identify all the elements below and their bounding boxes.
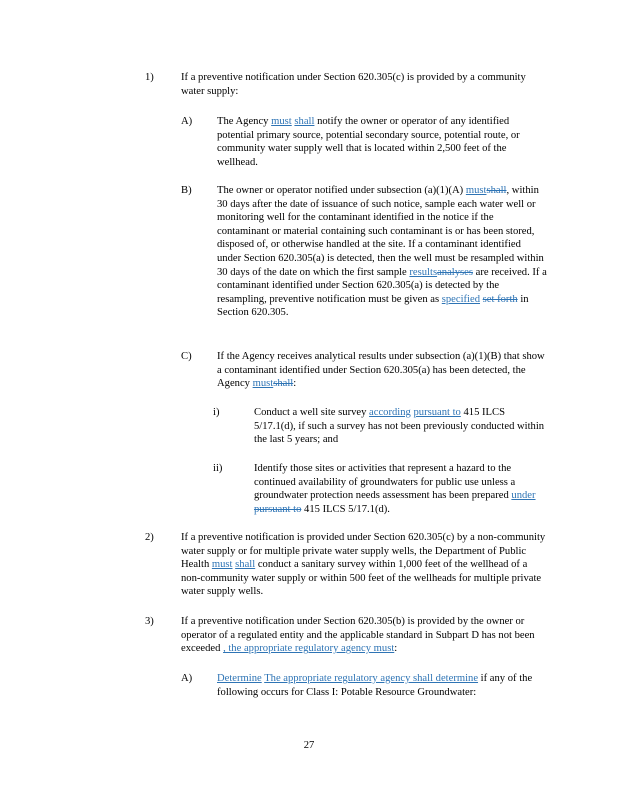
body-text: conduct a sanitary survey within 1,000 feet of the wellhead of a non-community water supply or within 500 feet of the wellheads for multiple private water supply wells. (181, 559, 542, 598)
paragraph-3 (145, 615, 546, 656)
paragraph-1-B (181, 184, 547, 320)
deleted-text: shall (486, 185, 507, 196)
body-text: , within 30 days after the date of issuance of such notice, sample each water well or monitoring well for the contaminant identified in the notice if the contaminant or material containing such contaminant is or has been stored, disposed of, or otherwise handled at the site. If a contaminant identified under Section 620.305(a) is detected, then the well must be resampled within 30 days of the date on which the first sample (217, 185, 544, 278)
inserted-text: must (465, 185, 487, 196)
paragraph-2 (145, 531, 546, 599)
inserted-text: shall (294, 116, 315, 127)
inserted-text: results (409, 266, 438, 278)
inserted-text: shall (235, 559, 256, 571)
paragraph-1-A (181, 115, 547, 169)
body-text: If a preventive notification under Section 620.305(c) is provided by a community water supply: (181, 72, 526, 97)
inserted-text: under (511, 490, 536, 502)
paragraph-1-C-i (213, 406, 546, 447)
paragraph-1 (145, 71, 546, 98)
body-text: 415 ILCS 5/17.1(d). (301, 503, 390, 515)
body-text: If a preventive notification under Section 620.305(b) is provided by the owner or operator of a regulated entity and the applicable standard in Subpart D has not been exceeded (181, 616, 535, 655)
body-text: 415 ILCS 5/17.1(d), if such a survey has not been previously conducted within the last 5 years; and (254, 407, 545, 446)
inserted-text: specified (441, 293, 481, 305)
body-text: Identify those sites or activities that represent a hazard to the continued availability of groundwaters for public use unless a groundwater protection needs assessment has been prepared (254, 463, 516, 502)
deleted-text: analyses (437, 266, 473, 278)
inserted-text: must (271, 116, 292, 127)
item-number: 1) (145, 72, 154, 83)
body-text: If the Agency receives analytical results under subsection (a)(1)(B) that show a contaminant identified under Section 620.305(a) has been detected, the Agency (217, 351, 545, 390)
item-number: B) (181, 185, 192, 196)
paragraph-3-A (181, 672, 547, 699)
deleted-text: set forth (482, 293, 518, 305)
body-text: notify the owner or operator of any identified potential primary source, potential secondary source, potential route, or community water supply well that is located within 2,500 feet of the wellhead. (217, 116, 520, 168)
inserted-text: , the appropriate regulatory agency must (223, 643, 395, 655)
body-text: are received. If a contaminant identified under Section 620.305(a) is detected by the resampling, preventive notification must be given as (217, 266, 547, 305)
deleted-text: pursuant to (254, 503, 302, 515)
item-number: i) (213, 407, 220, 418)
inserted-text: must (252, 378, 274, 390)
body-text: The owner or operator notified under subsection (a)(1)(A) (217, 185, 466, 196)
body-text: : (293, 378, 297, 390)
item-number: A) (181, 116, 193, 127)
body-text: If a preventive notification is provided under Section 620.305(c) by a non-community water supply or for multiple private water supply wells, the Department of Public Health (181, 532, 546, 571)
body-text: : (394, 643, 398, 655)
paragraph-1-C (181, 350, 547, 391)
inserted-text: pursuant to (413, 407, 461, 418)
paragraph-1-C-ii (213, 462, 546, 516)
page-number: 27 (303, 740, 315, 751)
inserted-text: Determine (217, 673, 262, 684)
inserted-text: must (211, 559, 233, 571)
item-number: 3) (145, 616, 154, 627)
body-text: if any of the following occurs for Class I: Potable Resource Groundwater: (217, 673, 533, 698)
item-number: ii) (213, 463, 223, 474)
body-text: Conduct a well site survey (254, 407, 370, 418)
item-number: C) (181, 351, 192, 362)
inserted-text: according (369, 407, 411, 418)
item-number: A) (181, 673, 193, 684)
inserted-text: The appropriate regulatory agency shall determine (264, 673, 479, 684)
deleted-text: shall (273, 378, 294, 390)
body-text: in Section 620.305. (217, 293, 529, 319)
body-text: The Agency (217, 116, 272, 127)
item-number: 2) (145, 532, 154, 543)
